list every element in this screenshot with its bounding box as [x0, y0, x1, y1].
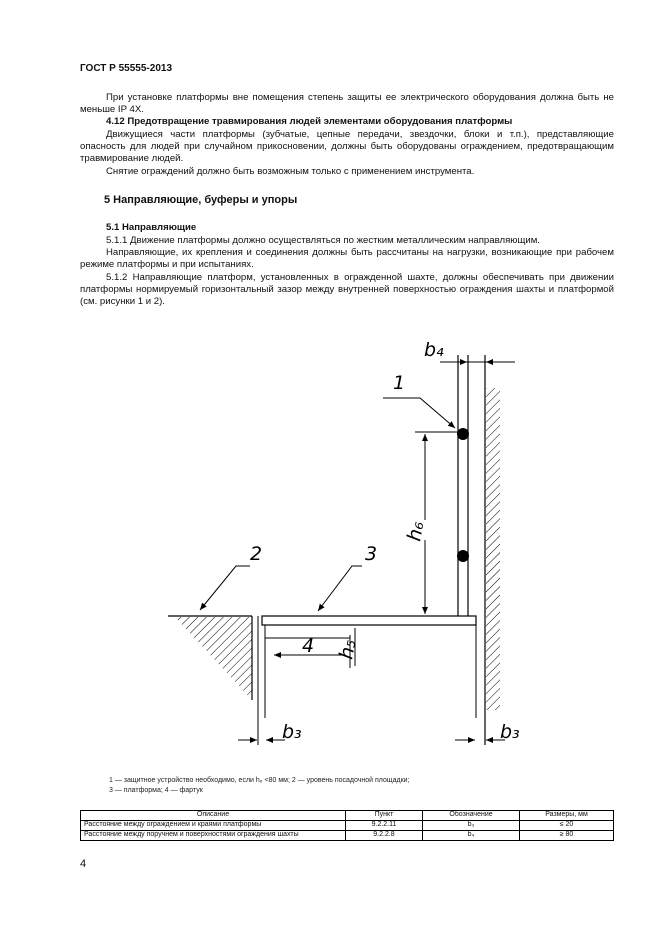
- table-cell: ≥ 80: [520, 831, 614, 841]
- label-1: 1: [393, 372, 406, 394]
- paragraph-moving-parts: Движущиеся части платформы (зубчатые, цепные передачи, звездочки, блоки и т.п.), представляющие опасность для людей при случайном прикосновении, должны быть оборудованы ограждением, предотвращающим травмирование людей.: [80, 129, 614, 165]
- table-cell: 9.2.2.11: [346, 821, 423, 831]
- table-header: Обозначение: [423, 811, 520, 821]
- label-b4: b₄: [424, 339, 444, 361]
- label-h5: h₅: [335, 637, 361, 661]
- table-row: [81, 831, 614, 841]
- shaft-wall: [485, 355, 500, 745]
- paragraph-5-1-2: 5.1.2 Направляющие платформ, установленных в огражденной шахте, должны обеспечивать при движении платформы нормируемый горизонтальный зазор между внутренней поверхностью ограждения шахты и платформой (см. рисунки 1 и 2).: [80, 272, 614, 308]
- table-header-row: [81, 811, 614, 821]
- table-cell: Расстояние между поручнем и поверхностями ограждения шахты: [81, 831, 346, 841]
- label-4: 4: [302, 635, 315, 657]
- handrail-post: [457, 355, 469, 618]
- table-header: Описание: [81, 811, 346, 821]
- figure-caption-line1: 1 — защитное устройство необходимо, если h₆ <80 мм; 2 — уровень посадочной площадки;: [109, 777, 410, 784]
- protective-device-marker: [457, 428, 469, 440]
- figure-caption-line2: 3 — платформа; 4 — фартук: [109, 787, 203, 794]
- heading-5-1: 5.1 Направляющие: [106, 222, 197, 233]
- platform: [262, 616, 476, 718]
- landing-level: [168, 616, 258, 745]
- table-cell: b₃: [423, 821, 520, 831]
- paragraph-5-1-1: 5.1.1 Движение платформы должно осуществляться по жестким металлическим направляющим.: [106, 235, 540, 246]
- label-3: 3: [365, 543, 378, 565]
- table-cell: b₄: [423, 831, 520, 841]
- label-b3-right: b₃: [500, 721, 520, 743]
- table-cell: 9.2.2.8: [346, 831, 423, 841]
- paragraph-5-1-1-loads: Направляющие, их крепления и соединения должны быть рассчитаны на нагрузки, возникающие при рабочем режиме платформы и при испытаниях.: [80, 247, 614, 271]
- label-b3-left: b₃: [282, 721, 302, 743]
- table-row: [81, 821, 614, 831]
- table-header: Размеры, мм: [520, 811, 614, 821]
- paragraph-guard-removal: Снятие ограждений должно быть возможным только с применением инструмента.: [106, 166, 475, 177]
- table-cell: Расстояние между ограждением и краями платформы: [81, 821, 346, 831]
- document-header: ГОСТ Р 55555-2013: [80, 63, 173, 74]
- protective-device-marker: [457, 550, 469, 562]
- table-header: Пункт: [346, 811, 423, 821]
- label-h6: h₆: [403, 519, 429, 543]
- heading-4-12: 4.12 Предотвращение травмирования людей элементами оборудования платформы: [106, 116, 513, 127]
- label-2: 2: [250, 543, 263, 565]
- table-cell: ≤ 20: [520, 821, 614, 831]
- paragraph-ip: При установке платформы вне помещения степень защиты ее электрического оборудования должна быть не меньше IP 4X.: [80, 92, 614, 116]
- page-number: 4: [80, 858, 87, 870]
- dimensions-table: [80, 810, 614, 841]
- section-5-title: 5 Направляющие, буферы и упоры: [104, 194, 298, 206]
